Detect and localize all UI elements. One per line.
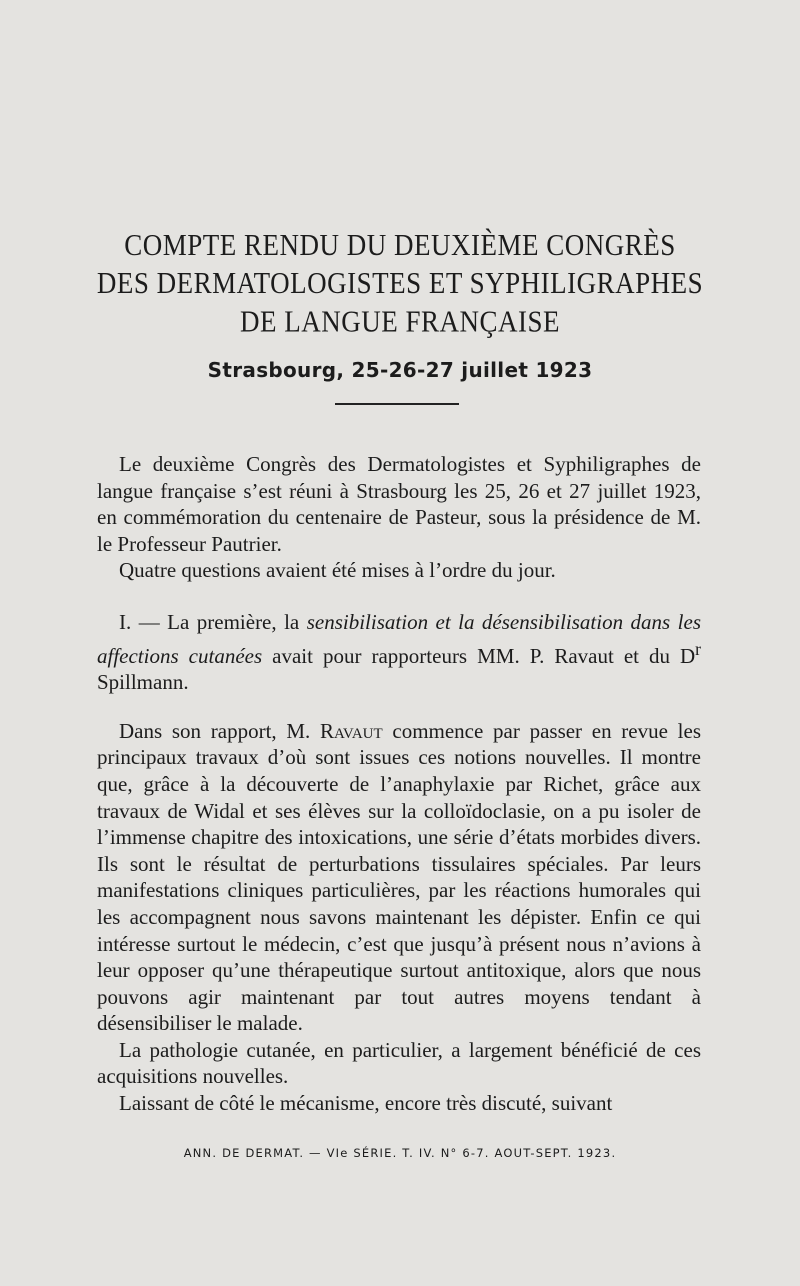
article-title xyxy=(60,226,740,340)
text-run: commence par passer en revue les principaux travaux d’où sont issues ces notions nouvelles. Il montre que, grâce à la découverte de l’anaphylaxie par Richet, grâce aux travaux de Widal et ses élèves sur la colloïdoclasie, on a pu isoler de l’immense chapitre des intoxications, une série d’états morbides divers. Ils sont le résultat de perturbations tissulaires spéciales. Par leurs manifestations cliniques particulières, par les réactions humorales qui les accompagnent nous savons maintenant les dépister. Enfin ce qui intéresse surtout le médecin, c’est que jusqu’à présent nous n’avions à leur opposer qu’une thérapeutique surtout antitoxique, alors que nous pouvons agir maintenant par tout autres moyens tendant à désensibiliser le malade. xyxy=(97,718,701,1036)
title-line-2: DES DERMATOLOGISTES ET SYPHILIGRAPHES xyxy=(96,266,704,300)
text-run: Spillmann. xyxy=(97,670,189,695)
title-line-3: DE LANGUE FRANÇAISE xyxy=(240,304,560,338)
paragraph-questions: Quatre questions avaient été mises à l’ordre du jour. xyxy=(119,558,556,583)
paragraph-first-question xyxy=(97,609,701,696)
title-line-1: COMPTE RENDU DU DEUXIÈME CONGRÈS xyxy=(124,228,676,262)
text-run: Dans son rapport, M. xyxy=(119,718,321,743)
text-run: I. — La première, la xyxy=(119,609,307,634)
paragraph-ravaut-report xyxy=(97,718,701,1037)
title-rule xyxy=(335,403,459,405)
superscript: r xyxy=(695,638,701,659)
article-body xyxy=(97,451,701,1117)
journal-footer: ANN. DE DERMAT. — VIe SÉRIE. T. IV. N° 6-7. AOUT-SEPT. 1923. xyxy=(183,1146,617,1160)
author-name: Ravaut xyxy=(320,718,383,743)
text-run: avait pour rapporteurs MM. P. Ravaut et du D xyxy=(262,643,696,668)
italic-topic: sensibilisation et la désensibilisation dans les affections cutanées xyxy=(97,609,702,668)
paragraph-intro: Le deuxième Congrès des Dermatologistes et Syphiligraphes de langue française s’est réuni à Strasbourg les 25, 26 et 27 juillet 1923, en commémoration du centenaire de Pasteur, sous la présidence de M. le Professeur Pautrier. xyxy=(97,452,701,556)
paragraph-mechanism: Laissant de côté le mécanisme, encore très discuté, suivant xyxy=(119,1091,613,1116)
paragraph-gap xyxy=(97,584,701,609)
paragraph-gap xyxy=(97,696,701,718)
paragraph-pathology: La pathologie cutanée, en particulier, a largement bénéficié de ces acquisitions nouvelles. xyxy=(97,1037,701,1089)
article-subtitle: Strasbourg, 25-26-27 juillet 1923 xyxy=(207,358,593,382)
